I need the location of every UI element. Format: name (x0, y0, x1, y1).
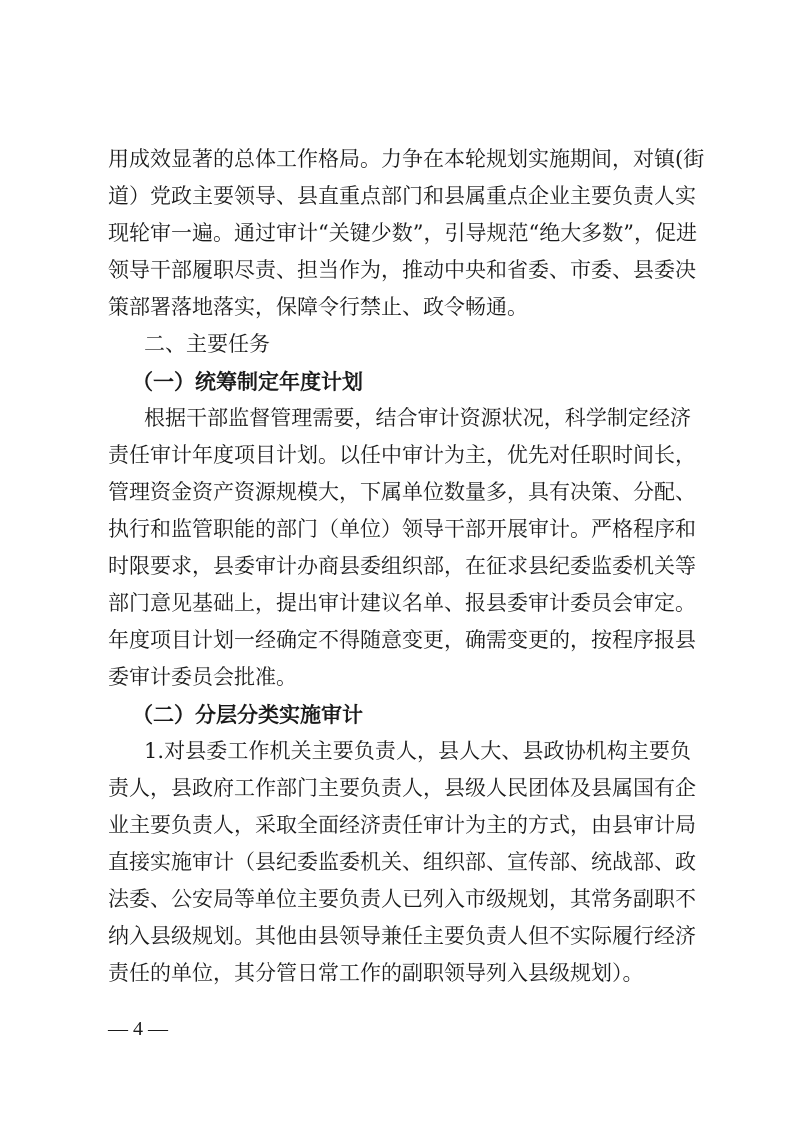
text-line: 道）党政主要领导、县直重点部门和县属重点企业主要负责人实 (108, 184, 696, 208)
text-line: 根据干部监督管理需要，结合审计资源状况，科学制定经济 (144, 406, 691, 430)
text-line: 责人，县政府工作部门主要负责人，县级人民团体及县属国有企 (108, 776, 696, 800)
page-number: — 4 — (108, 1018, 168, 1040)
text-line: 纳入县级规划。其他由县领导兼任主要负责人但不实际履行经济 (108, 924, 696, 948)
text-line: 时限要求，县委审计办商县委组织部，在征求县纪委监委机关等 (108, 554, 696, 578)
text-line: 用成效显著的总体工作格局。力争在本轮规划实施期间，对镇(街 (108, 147, 705, 171)
text-line: 执行和监管职能的部门（单位）领导干部开展审计。严格程序和 (108, 517, 696, 541)
text-line: 管理资金资产资源规模大，下属单位数量多，具有决策、分配、 (108, 480, 696, 504)
document-body (108, 141, 705, 992)
text-line: 法委、公安局等单位主要负责人已列入市级规划，其常务副职不 (108, 887, 696, 911)
text-line: 直接实施审计（县纪委监委机关、组织部、宣传部、统战部、政 (108, 850, 696, 874)
text-line: 责任审计年度项目计划。以任中审计为主，优先对任职时间长， (108, 443, 696, 467)
text-line: 业主要负责人，采取全面经济责任审计为主的方式，由县审计局 (108, 813, 696, 837)
text-line: 领导干部履职尽责、担当作为，推动中央和省委、市委、县委决 (108, 258, 696, 282)
text-line: 年度项目计划一经确定不得随意变更，确需变更的，按程序报县 (108, 628, 696, 652)
section-heading: 二、主要任务 (144, 332, 270, 356)
subsection-heading-1: （一）统筹制定年度计划 (132, 369, 363, 394)
text-line: 策部署落地落实，保障令行禁止、政令畅通。 (108, 295, 528, 319)
text-line: 现轮审一遍。通过审计“关键少数”，引导规范“绝大多数”，促进 (108, 221, 697, 245)
subsection-heading-2: （二）分层分类实施审计 (132, 702, 363, 727)
intro-paragraph (108, 141, 705, 326)
text-line: 责任的单位，其分管日常工作的副职领导列入县级规划）。 (108, 961, 644, 985)
text-line: 1.对县委工作机关主要负责人，县人大、县政协机构主要负 (144, 739, 691, 763)
subsection-1-paragraph (108, 400, 696, 696)
text-line: 部门意见基础上，提出审计建议名单、报县委审计委员会审定。 (108, 591, 696, 615)
text-line: 委审计委员会批准。 (108, 665, 297, 689)
subsection-2-paragraph (108, 733, 696, 992)
